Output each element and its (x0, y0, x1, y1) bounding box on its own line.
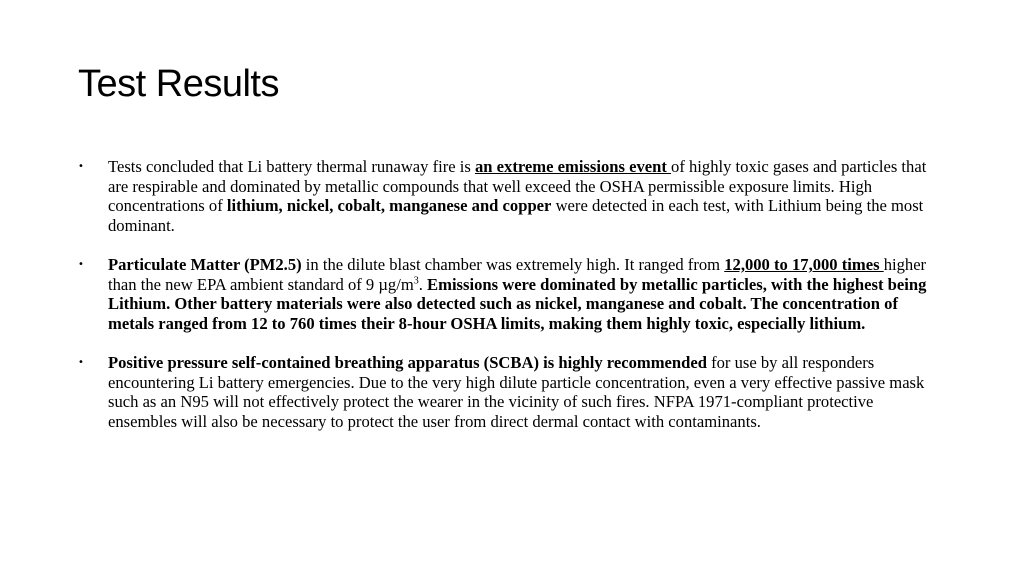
bullet-2-emphasis: Emissions were dominated by metallic particles, with the highest being Lithium. Other battery materials were also detected such as nickel, manganese and cobalt. The concentration of metals ranged from 12 to 760 times their 8-hour OSHA limits, making them highly toxic, especially lithium. (108, 274, 927, 333)
bullet-item-scba (78, 353, 944, 431)
slide-title: Test Results (78, 63, 279, 105)
bullet-1-text: Tests concluded that Li battery thermal runaway fire is (108, 157, 475, 176)
bullet-3-text: for use by all responders encountering Li battery emergencies. Due to the very high dilute particle concentration, even a very effective passive mask such as an N95 will not effectively protect the wearer in the vicinity of such fires. NFPA 1971-compliant protective ensembles will also be necessary to protect the user from direct dermal contact with contaminants. (108, 352, 925, 431)
bullet-3-heading: Positive pressure self-contained breathing apparatus (SCBA) is highly recommended (108, 352, 707, 372)
bullet-item-particulate-matter (78, 255, 944, 333)
bullet-dot-icon: • (78, 258, 84, 270)
bullet-2-text: higher than the new EPA ambient standard of 9 µg/m (108, 254, 927, 294)
bullet-1-emphasis: an extreme emissions event (475, 157, 672, 176)
bullet-dot-icon: • (78, 161, 84, 172)
bullet-list (78, 157, 944, 451)
bullet-1-text: of highly toxic gases and particles that are respirable and dominated by metallic compounds that well exceed the OSHA permissible exposure limits. High concentrations of (108, 157, 927, 216)
bullet-item-thermal-runaway (78, 157, 944, 235)
bullet-2-range: 12,000 to 17,000 times (724, 254, 884, 274)
bullet-1-metals: lithium, nickel, cobalt, manganese and copper (226, 196, 552, 216)
bullet-dot-icon: • (78, 356, 84, 368)
bullet-1-text: were detected in each test, with Lithium being the most dominant. (108, 196, 924, 235)
bullet-2-heading: Particulate Matter (PM2.5) (108, 254, 302, 274)
bullet-2-text: . (418, 274, 428, 294)
bullet-2-superscript: 3 (413, 275, 419, 287)
bullet-2-text: in the dilute blast chamber was extremely high. It ranged from (301, 254, 725, 274)
